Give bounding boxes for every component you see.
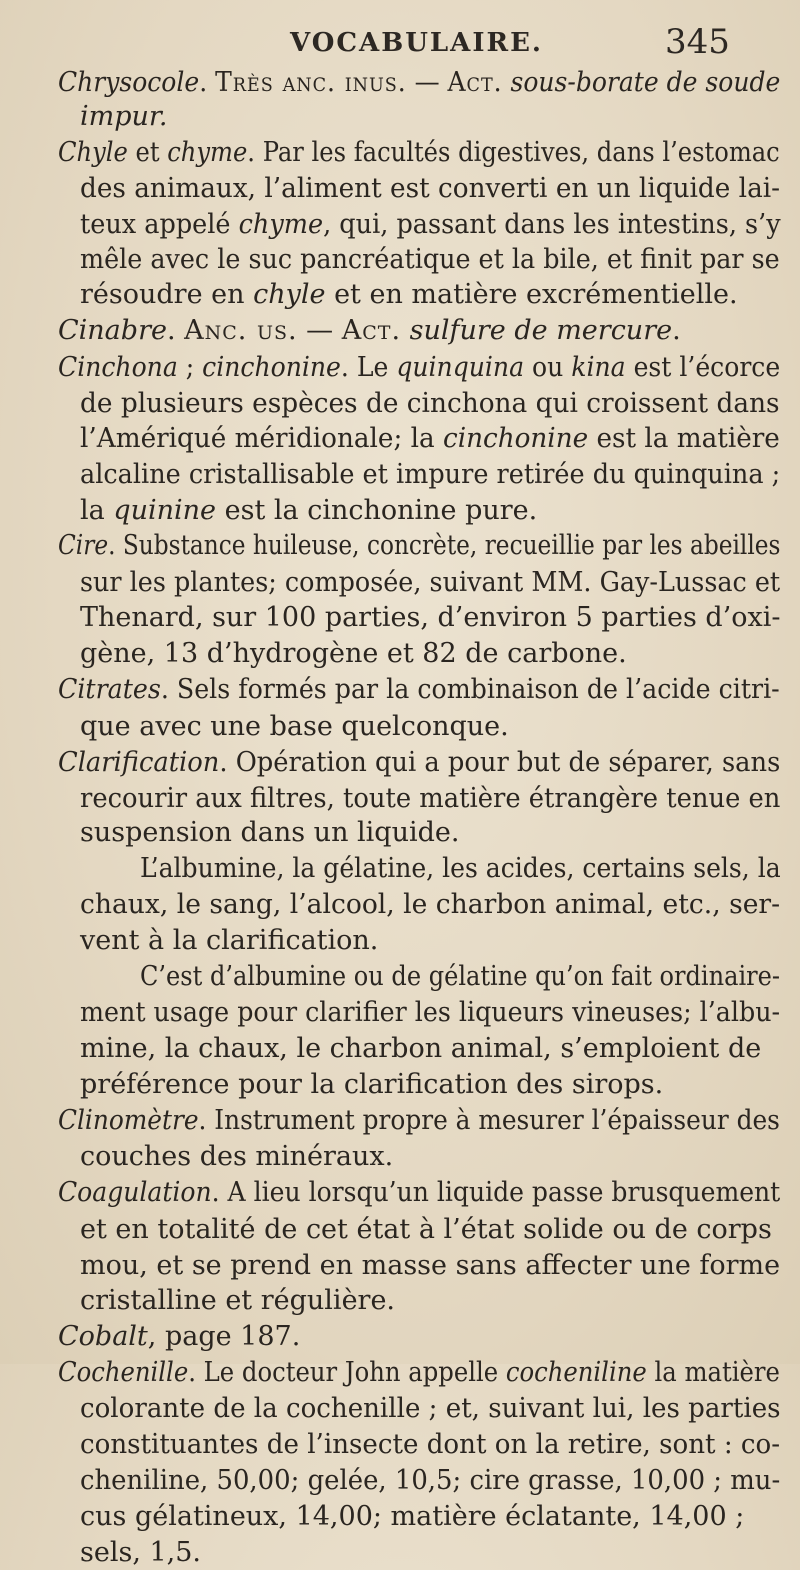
entry-line <box>80 422 780 456</box>
entry-line <box>80 208 781 242</box>
text-run: ment usage pour clarifier les liqueurs vineuses; l’albu- <box>80 997 781 1028</box>
text-run: cristalline et régulière. <box>80 1285 396 1316</box>
text-run: . <box>166 315 185 346</box>
italic-text: sous-borate de soude <box>510 67 781 98</box>
italic-text: sulfure de mercure <box>409 315 673 346</box>
text-run: teux appelé <box>80 209 239 240</box>
text-run: . <box>199 67 216 98</box>
text-run: l’Amériqué méridionale; la <box>80 423 444 454</box>
entry-line <box>80 1249 780 1283</box>
text-run: . A lieu lorsqu’un liquide passe brusquement <box>211 1177 781 1208</box>
text-run: ; <box>177 352 203 383</box>
entry-line <box>80 100 167 134</box>
entry-headline-cobalt <box>58 1320 300 1354</box>
entry-headline-cinchona <box>58 351 780 385</box>
text-run: . <box>672 315 681 346</box>
entry-headline-coagulation <box>58 1176 780 1210</box>
italic-text: Cinabre <box>58 315 167 346</box>
text-run: cus gélatineux, 14,00; matière éclatante, 14,00 ; <box>80 1501 745 1532</box>
text-run: que avec une base quelconque. <box>80 711 509 742</box>
text-run: colorante de la cochenille ; et, suivant lui, les parties <box>80 1393 781 1424</box>
italic-text: quinquina <box>396 352 525 383</box>
entry-line <box>80 1500 744 1534</box>
italic-text: chyle <box>253 279 326 310</box>
text-run: est l’écorce <box>625 352 781 383</box>
entry-line <box>80 637 627 671</box>
text-run: . Sels formés par la combinaison de l’acide citri- <box>160 674 780 705</box>
italic-text: Cinchona <box>58 352 178 383</box>
text-run: vent à la clarification. <box>80 925 379 956</box>
text-run: sels, 1,5. <box>80 1537 202 1568</box>
text-run: , page 187. <box>147 1321 301 1352</box>
italic-text: chyme <box>167 137 248 168</box>
text-run: . Instrument propre à mesurer l’épaisseur des <box>198 1105 780 1136</box>
text-run: — <box>297 315 342 346</box>
italic-text: cinchonine <box>443 423 589 454</box>
italic-text: cocheniline <box>505 1357 647 1388</box>
entry-headline-citrates <box>58 673 780 707</box>
entry-line <box>140 852 781 886</box>
italic-text: quinine <box>113 495 217 526</box>
text-run <box>503 67 511 98</box>
text-run: et en totalité de cet état à l’état solide ou de corps <box>80 1214 772 1245</box>
italic-text: Cire <box>58 530 109 561</box>
entry-line <box>80 278 738 312</box>
smallcaps-text: Act. <box>341 315 402 346</box>
smallcaps-text: Act. <box>447 67 503 98</box>
entry-line <box>80 782 780 816</box>
text-run: suspension dans un liquide. <box>80 817 460 848</box>
text-run: chaux, le sang, l’alcool, le charbon animal, etc., ser- <box>80 889 781 920</box>
text-run: la <box>80 495 114 526</box>
entry-line <box>80 1032 761 1066</box>
text-run: préférence pour la clarification des sirops. <box>80 1069 664 1100</box>
entry-line <box>80 1213 772 1247</box>
text-run: . Le <box>340 352 397 383</box>
entry-line <box>80 566 780 600</box>
text-run: couches des minéraux. <box>80 1141 394 1172</box>
text-run: et en matière excrémentielle. <box>325 279 738 310</box>
text-run: est la matière <box>588 423 780 454</box>
entry-headline-cinabre <box>58 314 681 348</box>
running-head: VOCABULAIRE. <box>290 28 543 58</box>
italic-text: chyme <box>238 209 324 240</box>
entry-headline-cire <box>58 529 780 563</box>
italic-text: kina <box>571 352 626 383</box>
page-header <box>0 14 800 64</box>
smallcaps-text: Très anc. inus. <box>215 67 407 98</box>
text-run: est la cinchonine pure. <box>216 495 538 526</box>
entry-line <box>80 172 780 206</box>
text-run: des animaux, l’aliment est converti en un liquide lai- <box>80 173 781 204</box>
text-run: C’est d’albumine ou de gélatine qu’on fait ordinaire- <box>140 961 781 992</box>
entry-line <box>80 816 459 850</box>
italic-text: Clarification <box>58 747 220 778</box>
text-run: ou <box>524 352 572 383</box>
text-run: résoudre en <box>80 279 254 310</box>
text-run: sur les plantes; composée, suivant MM. Gay-Lussac et <box>80 567 781 598</box>
italic-text: Clinomètre <box>58 1105 199 1136</box>
text-run: mine, la chaux, le charbon animal, s’emploient de <box>80 1033 762 1064</box>
italic-text: impur. <box>80 101 168 132</box>
entry-line <box>80 924 378 958</box>
text-run: alcaline cristallisable et impure retirée du quinquina ; <box>80 459 781 490</box>
entry-line <box>80 1536 201 1570</box>
text-run: . Substance huileuse, concrète, recueillie par les abeilles <box>108 530 781 561</box>
text-run: constituantes de l’insecte dont on la retire, sont : co- <box>80 1429 781 1460</box>
entry-headline-clarification <box>58 746 780 780</box>
entry-line <box>80 494 537 528</box>
entry-line <box>80 710 509 744</box>
entry-line <box>80 1140 393 1174</box>
text-run: , qui, passant dans les intestins, s’y <box>323 209 781 240</box>
text-run: et <box>127 137 168 168</box>
entry-headline-cochenille <box>58 1356 780 1390</box>
entry-headline-chyle <box>58 136 780 170</box>
entry-line <box>80 601 780 635</box>
smallcaps-text: Anc. us. <box>184 315 298 346</box>
entry-line <box>80 458 780 492</box>
entry-line <box>80 1068 663 1102</box>
entry-line <box>80 387 780 421</box>
text-run: gène, 13 d’hydrogène et 82 de carbone. <box>80 638 627 669</box>
italic-text: Coagulation <box>58 1177 212 1208</box>
text-run: mou, et se prend en masse sans affecter une forme <box>80 1250 781 1281</box>
entry-line <box>80 996 780 1030</box>
text-run <box>401 315 410 346</box>
text-run: Thenard, sur 100 parties, d’environ 5 parties d’oxi- <box>80 602 781 633</box>
text-run: — <box>406 67 448 98</box>
entry-line <box>140 960 780 994</box>
text-run: recourir aux filtres, toute matière étrangère tenue en <box>80 783 781 814</box>
italic-text: Cochenille <box>58 1357 189 1388</box>
italic-text: cinchonine <box>202 352 341 383</box>
entry-headline-clinometre <box>58 1104 780 1138</box>
text-run: . Opération qui a pour but de séparer, sans <box>219 747 781 778</box>
entry-line <box>80 243 780 277</box>
text-run: mêle avec le suc pancréatique et la bile, et finit par se <box>80 244 780 275</box>
italic-text: Cobalt <box>58 1321 148 1352</box>
italic-text: Citrates <box>58 674 161 705</box>
text-run: de plusieurs espèces de cinchona qui croissent dans <box>80 388 780 419</box>
entry-line <box>80 1284 395 1318</box>
entry-line <box>80 1392 781 1426</box>
text-run: . Par les facultés digestives, dans l’estomac <box>247 137 780 168</box>
entry-line <box>80 888 780 922</box>
entry-headline-chrysocole <box>58 66 780 100</box>
entry-line <box>80 1428 780 1462</box>
entry-line <box>80 1464 780 1498</box>
text-run: cheniline, 50,00; gelée, 10,5; cire grasse, 10,00 ; mu- <box>80 1465 781 1496</box>
text-run: la matière <box>646 1357 780 1388</box>
italic-text: Chrysocole <box>58 67 200 98</box>
text-run: L’albumine, la gélatine, les acides, certains sels, la <box>140 853 781 884</box>
page-number: 345 <box>665 22 730 62</box>
italic-text: Chyle <box>58 137 128 168</box>
text-run: . Le docteur John appelle <box>188 1357 506 1388</box>
